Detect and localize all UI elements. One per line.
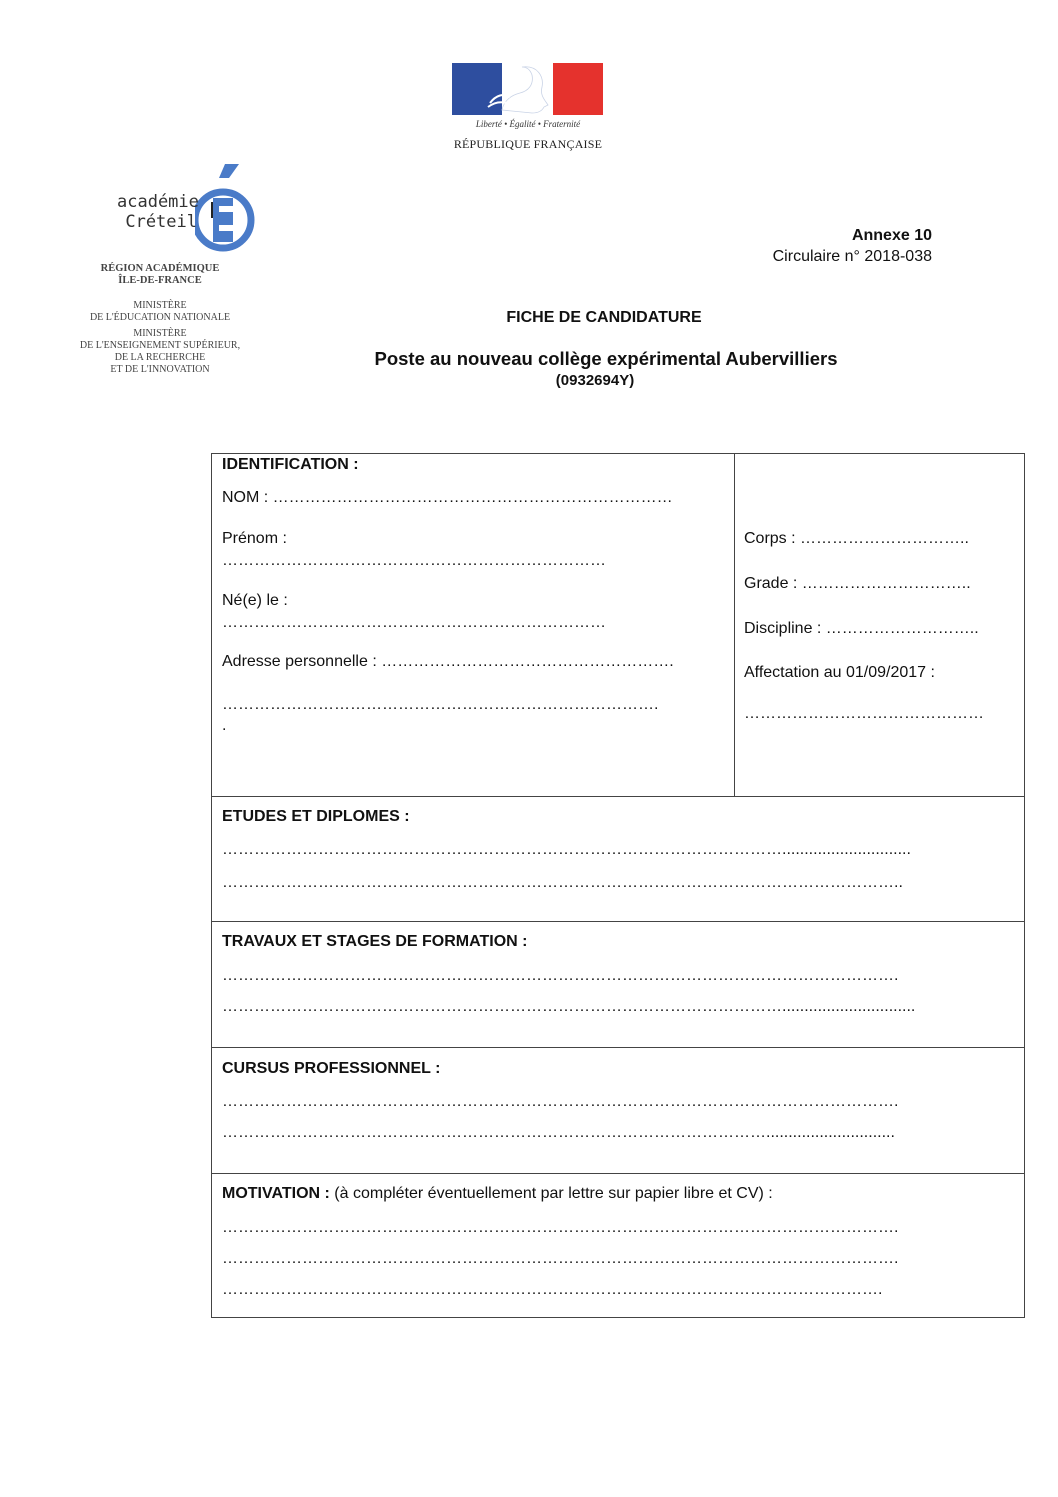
- poste-title: Poste au nouveau collège expérimental Aubervilliers: [374, 348, 838, 369]
- ministry-line: DE L'ENSEIGNEMENT SUPÉRIEUR,: [79, 340, 241, 351]
- cursus-heading: CURSUS PROFESSIONNEL :: [222, 1060, 441, 1077]
- ministry-line: DE L'ÉDUCATION NATIONALE: [89, 312, 231, 323]
- poste-code: (0932694Y): [555, 372, 635, 389]
- cursus-section: [212, 1049, 1024, 1174]
- travaux-line[interactable]: ……………………………………………………………………………………………………………….: [222, 967, 899, 984]
- marianne-flag-icon: [452, 63, 603, 115]
- motivation-line[interactable]: …………………………………………………………………………………………………………….: [222, 1281, 883, 1298]
- ministry-line: MINISTÈRE: [133, 300, 187, 311]
- republique-motto: Liberté • Égalité • Fraternité: [475, 119, 581, 129]
- identification-professional: [736, 454, 1024, 796]
- affectation-field[interactable]: ………………………………………: [744, 705, 984, 722]
- cursus-line[interactable]: ……………………………………………………………………………………………………………….: [222, 1093, 899, 1110]
- affectation-label: Affectation au 01/09/2017 :: [744, 664, 935, 681]
- motivation-line[interactable]: ……………………………………………………………………………………………………………….: [222, 1219, 899, 1236]
- prenom-label: Prénom :: [222, 530, 287, 547]
- motivation-line[interactable]: ……………………………………………………………………………………………………………….: [222, 1250, 899, 1267]
- candidature-form: [211, 453, 1025, 1318]
- academie-e-emblem-icon: [195, 162, 255, 258]
- republique-francaise-logo: [452, 63, 604, 153]
- circulaire-label: Circulaire n° 2018-038: [772, 248, 932, 265]
- corps-field[interactable]: Corps : …………………………..: [744, 530, 969, 547]
- cursus-line[interactable]: ………………………………………………………………………………………….............................: [222, 1124, 895, 1141]
- etudes-heading: ETUDES ET DIPLOMES :: [222, 808, 410, 825]
- grade-field[interactable]: Grade : …………………………..: [744, 575, 971, 592]
- motivation-header: [222, 1185, 773, 1203]
- adresse-field[interactable]: Adresse personnelle : ……………………………………………….: [222, 653, 674, 670]
- discipline-field[interactable]: Discipline : ………………………..: [744, 620, 979, 637]
- adresse-field-end: .: [222, 717, 227, 734]
- ne-le-field[interactable]: ………………………………………………………………: [222, 614, 606, 631]
- annexe-label: Annexe 10: [851, 227, 932, 244]
- motivation-section: [212, 1175, 1024, 1317]
- etudes-section: [212, 797, 1024, 922]
- document-title: FICHE DE CANDIDATURE: [506, 309, 702, 326]
- travaux-section: [212, 923, 1024, 1048]
- academie-line1: académie: [117, 192, 199, 212]
- ministry-line: MINISTÈRE: [133, 328, 187, 339]
- ne-le-label: Né(e) le :: [222, 592, 288, 609]
- ministry-line: ET DE L'INNOVATION: [110, 364, 210, 375]
- ministry-line: DE LA RECHERCHE: [114, 352, 206, 363]
- region-line2: ÎLE-DE-FRANCE: [118, 275, 202, 286]
- travaux-line[interactable]: ……………………………………………………………………………………………..............................: [222, 998, 916, 1015]
- adresse-field-line2[interactable]: ……………………………………………………………………….: [222, 696, 659, 713]
- academie-line2: Créteil: [125, 212, 197, 232]
- identification-heading: IDENTIFICATION :: [222, 456, 359, 473]
- nom-field[interactable]: NOM : …………………………………………………………………: [222, 489, 673, 506]
- prenom-field[interactable]: ………………………………………………………………: [222, 552, 606, 569]
- motivation-heading: MOTIVATION :: [222, 1185, 330, 1202]
- identification-personal: [212, 454, 735, 796]
- motivation-note: (à compléter éventuellement par lettre sur papier libre et CV) :: [334, 1185, 773, 1202]
- region-line1: RÉGION ACADÉMIQUE: [100, 263, 220, 274]
- marianne-profile-icon: [482, 65, 552, 115]
- identification-section: [212, 454, 1024, 797]
- republique-name: RÉPUBLIQUE FRANÇAISE: [453, 137, 603, 151]
- etudes-line[interactable]: …………………………………………………………………………………………….............................: [222, 841, 911, 858]
- travaux-heading: TRAVAUX ET STAGES DE FORMATION :: [222, 933, 528, 950]
- etudes-line[interactable]: ………………………………………………………………………………………………………………..: [222, 874, 903, 891]
